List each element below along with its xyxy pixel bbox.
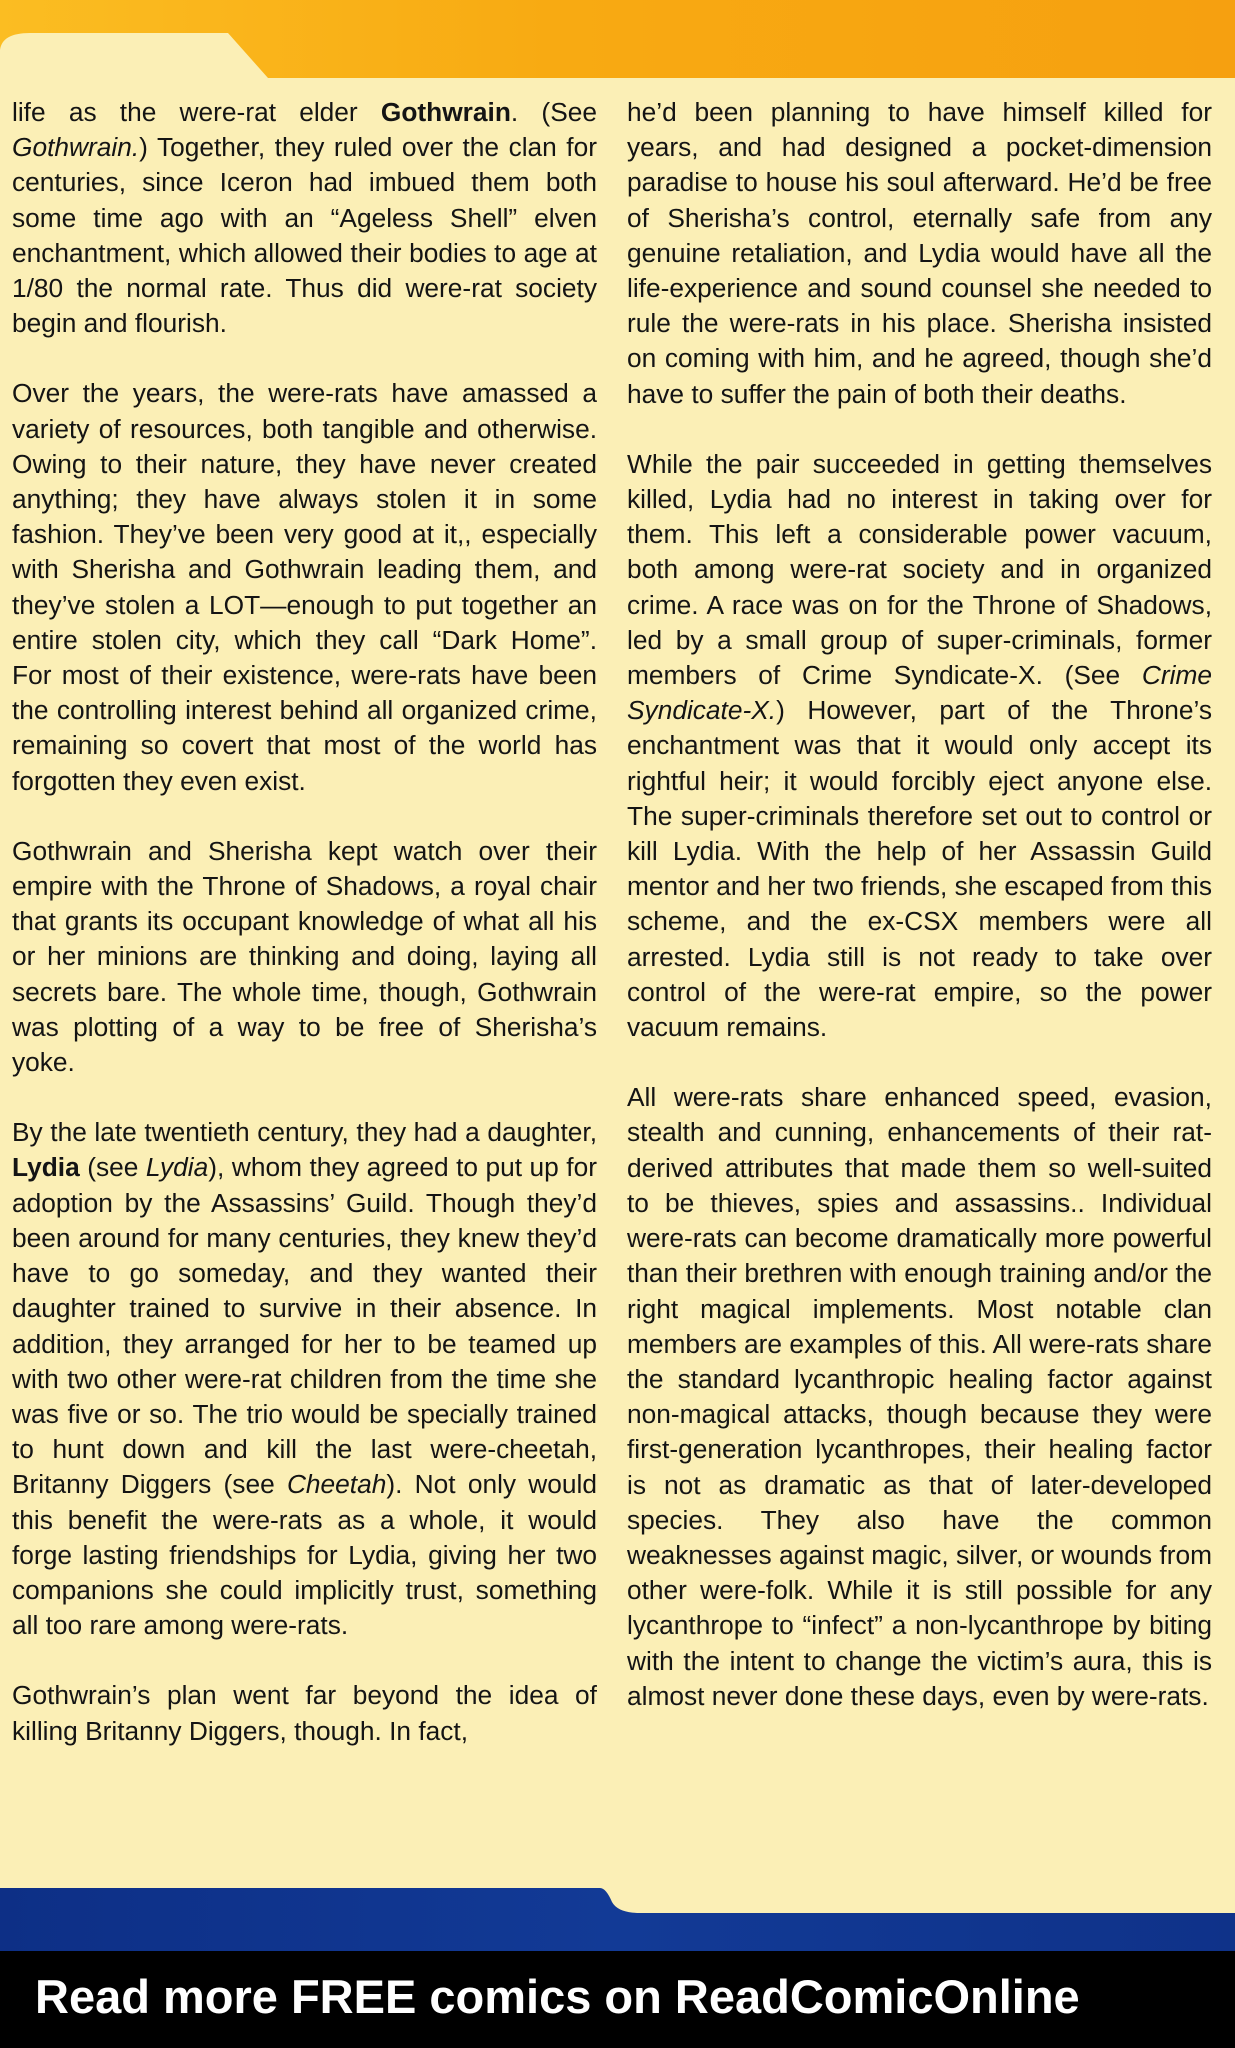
top-tab-shape: [0, 0, 1235, 80]
footer-promo-link[interactable]: Read more FREE comics on ReadComicOnline: [35, 1970, 1080, 2023]
italic-reference: Gothwrain.: [12, 132, 140, 163]
bold-name-lydia: Lydia: [12, 1152, 80, 1183]
paragraph: he’d been planning to have himself killed for years, and had designed a pocket-dimension paradise to house his soul afterward. He’d be free of Sherisha’s control, eternally safe from any genuine retaliation, and Lydia would have all the life-experience and sound counsel she needed to rule the were-rats in his place. Sherisha insisted on coming with him, and he agreed, though she’d have to suffer the pain of both their deaths.: [627, 97, 1212, 409]
footer-banner: [0, 1951, 1235, 2048]
paragraph: All were-rats share enhanced speed, evasion, stealth and cunning, enhancements of their rat-derived attributes that made them so well-suited to be thieves, spies and assassins.. Individual were-rats can become dramatically more powerful than their brethren with enough training and/or the right magical implements. Most notable clan members are examples of this. All were-rats share the standard lycanthropic healing factor against non-magical attacks, though because they were first-generation lycanthropes, their healing factor is not as dramatic as that of later-developed species. They also have the common weaknesses against magic, silver, or wounds from other were-folk. While it is still possible for any lycanthrope to “infect” a non-lycanthrope by biting with the intent to change the victim’s aura, this is almost never done these days, even by were-rats.: [627, 1082, 1212, 1711]
italic-reference: Crime Syndicate-X.: [627, 660, 1212, 726]
bottom-tab-shape: [0, 1880, 1235, 1920]
italic-reference: Lydia: [145, 1152, 209, 1183]
paragraph: Gothwrain and Sherisha kept watch over their empire with the Throne of Shadows, a royal chair that grants its occupant knowledge of what all his or her minions are thinking and doing, laying all secrets bare. The whole time, though, Gothwrain was plotting of a way to be free of Sherisha’s yoke.: [12, 835, 597, 1078]
right-text-column: [627, 95, 1212, 1749]
paragraph: life as the were-rat elder Gothwrain. (See Gothwrain.) Together, they ruled over the clan for centuries, since Iceron had imbued them both some time ago with an “Ageless Shell” elven enchantment, which allowed their bodies to age at 1/80 the normal rate. Thus did were-rat society begin and flourish.: [12, 97, 597, 339]
italic-reference: Cheetah: [286, 1469, 387, 1500]
left-text-column: [12, 95, 597, 1784]
bold-name-gothwrain: Gothwrain: [380, 97, 511, 127]
paragraph: By the late twentieth century, they had a daughter, Lydia (see Lydia), whom they agreed to put up for adoption by the Assassins’ Guild. Though they’d been around for many centuries, they knew they’d have to go someday, and they wanted their daughter trained to survive in their absence. In addition, they arranged for her to be teamed up with two other were-rat children from the time she was five or so. The trio would be specially trained to hunt down and kill the last were-cheetah, Britanny Diggers (see Cheetah). Not only would this benefit the were-rats as a whole, it would forge lasting friendships for Lydia, giving her two companions she could implicitly trust, something all too rare among were-rats.: [12, 1117, 597, 1641]
paragraph: Over the years, the were-rats have amassed a variety of resources, both tangible and otherwise. Owing to their nature, they have never created anything; they have always stolen it in some fashion. They’ve been very good at it,, especially with Sherisha and Gothwrain leading them, and they’ve stolen a LOT—enough to put together an entire stolen city, which they call “Dark Home”. For most of their existence, were-rats have been the controlling interest behind all organized crime, remaining so covert that most of the world has forgotten they even exist.: [12, 378, 597, 796]
paragraph: While the pair succeeded in getting themselves killed, Lydia had no interest in taking over for them. This left a considerable power vacuum, both among were-rat society and in organized crime. A race was on for the Throne of Shadows, led by a small group of super-criminals, former members of Crime Syndicate-X. (See Crime Syndicate-X.) However, part of the Throne’s enchantment was that it would only accept its rightful heir; it would forcibly eject anyone else. The super-criminals therefore set out to control or kill Lydia. With the help of her Assassin Guild mentor and her two friends, she escaped from this scheme, and the ex-CSX members were all arrested. Lydia still is not ready to take over control of the were-rat empire, so the power vacuum remains.: [627, 448, 1212, 1043]
paragraph: Gothwrain’s plan went far beyond the idea of killing Britanny Diggers, though. In fact,: [12, 1680, 597, 1746]
